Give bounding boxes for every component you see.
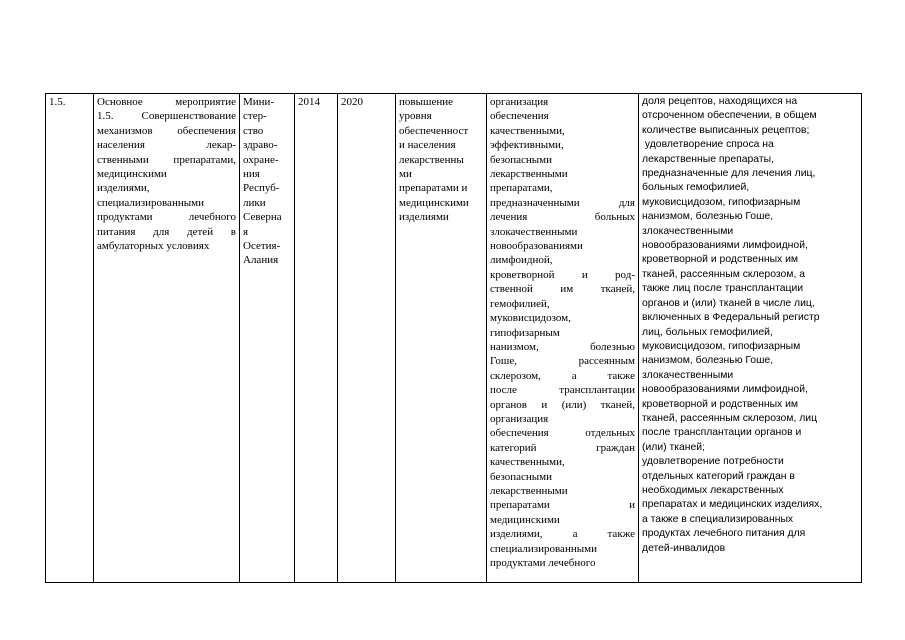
text-line: предназначенные для лечения лиц, (642, 168, 816, 180)
text-line: нанизмом, болезнью Гоше, (642, 211, 774, 223)
text-line: ния (243, 168, 260, 181)
text-line: продуктами лечебного (490, 557, 596, 569)
text-line: лекарственными (490, 168, 568, 181)
text-line: качественными, (490, 124, 565, 137)
text-line: гемофилией, (490, 297, 550, 310)
text-line: обеспечения отдельных (490, 427, 635, 440)
text-line: Алания (243, 254, 279, 267)
text-line: механизмов обеспечения (97, 124, 236, 137)
text-line: лекарственные препараты, (642, 153, 774, 165)
text-line: я (243, 225, 249, 238)
text-line: организация (490, 412, 549, 425)
text-line: и населения (399, 139, 456, 152)
text-line: качественными, (490, 456, 565, 469)
text-line: ственными препаратами, (97, 153, 236, 166)
executor-text (243, 95, 291, 268)
text-line: количестве выписанных рецептов; (642, 124, 810, 136)
text-line: отдельных категорий граждан в (642, 470, 795, 482)
text-line: доля рецептов, находящихся на (642, 96, 798, 107)
text-line: медицинскими (399, 196, 469, 209)
text-line: препаратами, (490, 182, 553, 195)
text-line: повышение (399, 96, 453, 108)
text-line: злокачественными (642, 225, 734, 237)
text-line: лимфоидной, (490, 254, 553, 267)
row-number-cell (46, 94, 94, 583)
text-line: удовлетворение спроса на (642, 139, 774, 151)
text-line: препаратами и (490, 499, 635, 512)
text-line: ми (399, 168, 412, 181)
text-line: злокачественными (490, 225, 578, 238)
text-line: обеспечения (490, 110, 549, 123)
text-line: отсроченном обеспечении, в общем (642, 110, 817, 122)
text-line: лиц, больных гемофилией, (642, 326, 773, 338)
text-line: продуктах лечебного питания для (642, 528, 806, 540)
start-year: 2014 (298, 96, 320, 108)
text-line: склерозом, а также (490, 369, 635, 382)
text-line: предназначенными для (490, 196, 635, 209)
text-line: кроветворной и родственных им (642, 254, 799, 266)
text-line: медицинскими (490, 513, 560, 526)
text-line: злокачественными (642, 369, 734, 381)
text-line: после трансплантации органов и (642, 427, 802, 439)
text-line: изделиями, а также (490, 528, 635, 541)
text-line: удовлетворение потребности (642, 456, 784, 468)
text-line: обеспеченност (399, 124, 469, 137)
text-line: нанизмом, болезнью (490, 340, 635, 353)
text-line: Основное мероприятие (97, 96, 236, 108)
table-row (46, 94, 862, 583)
indicators-text (642, 95, 858, 556)
event-text (97, 95, 236, 253)
text-line: специализированными (97, 196, 204, 209)
text-line: ство (243, 124, 264, 137)
text-line: Северна (243, 211, 282, 224)
text-line: здраво- (243, 139, 278, 152)
text-line: а также в специализированных (642, 513, 794, 525)
text-line: изделиями, (97, 182, 150, 195)
indicators-cell (639, 94, 862, 583)
text-line: Гоше, рассеянным (490, 355, 635, 368)
text-line: после трансплантации (490, 384, 635, 397)
text-line: Осетия- (243, 240, 281, 253)
text-line: муковисцидозом, гипофизарным (642, 340, 801, 352)
text-line: населения лекар- (97, 139, 236, 152)
text-line: лечения больных (490, 211, 635, 224)
text-line: детей-инвалидов (642, 542, 726, 554)
text-line: уровня (399, 110, 432, 123)
text-line: ственной им тканей, (490, 283, 635, 296)
text-line: (или) тканей; (642, 441, 705, 453)
text-line: лекарственны (399, 153, 464, 166)
text-line: препаратах и медицинских изделиях, (642, 499, 823, 511)
text-line: больных гемофилией, (642, 182, 750, 194)
text-line: изделиями (399, 211, 449, 224)
text-line: безопасными (490, 153, 553, 166)
text-line: безопасными (490, 470, 553, 483)
executor-cell (240, 94, 295, 583)
text-line: лики (243, 196, 266, 209)
text-line: новообразованиями лимфоидной, (642, 384, 808, 396)
text-line: муковисцидозом, (490, 312, 571, 325)
text-line: Мини- (243, 96, 275, 108)
text-line: тканей, рассеянным склерозом, лиц (642, 412, 818, 424)
text-line: охране- (243, 153, 279, 166)
text-line: организация (490, 96, 549, 108)
expected-result-text (399, 95, 483, 225)
text-line: новообразованиями (490, 240, 583, 253)
text-line: кроветворной и род- (490, 268, 635, 281)
text-line: новообразованиями лимфоидной, (642, 240, 808, 252)
text-line: 1.5. Совершенствование (97, 110, 236, 123)
end-year: 2020 (341, 96, 363, 108)
text-line: муковисцидозом, гипофизарным (642, 196, 801, 208)
content-cell (487, 94, 639, 583)
text-line: нанизмом, болезнью Гоше, (642, 355, 774, 367)
text-line: препаратами и (399, 182, 468, 195)
text-line: питания для детей в (97, 225, 236, 238)
text-line: медицинскими (97, 168, 167, 181)
result-cell (396, 94, 487, 583)
text-line: эффективными, (490, 139, 564, 152)
event-cell (94, 94, 240, 583)
text-line: кроветворной и родственных им (642, 398, 799, 410)
text-line: специализированными (490, 542, 597, 555)
text-line: органов и (или) тканей в числе лиц, (642, 297, 815, 309)
text-line: включенных в Федеральный регистр (642, 312, 820, 324)
text-line: органов и (или) тканей, (490, 398, 635, 411)
start-year-cell (295, 94, 338, 583)
text-line: тканей, рассеянным склерозом, а (642, 268, 805, 280)
row-number: 1.5. (49, 96, 66, 108)
text-line: продуктами лечебного (97, 211, 236, 224)
text-line: гипофизарным (490, 326, 560, 339)
text-line: стер- (243, 110, 267, 123)
text-line: категорий граждан (490, 441, 635, 454)
content-text (490, 95, 635, 570)
text-line: Респуб- (243, 182, 280, 195)
text-line: амбулаторных условиях (97, 240, 210, 253)
text-line: необходимых лекарственных (642, 484, 784, 496)
program-table (45, 93, 862, 583)
text-line: лекарственными (490, 484, 568, 497)
end-year-cell (338, 94, 396, 583)
text-line: также лиц после трансплантации (642, 283, 804, 295)
